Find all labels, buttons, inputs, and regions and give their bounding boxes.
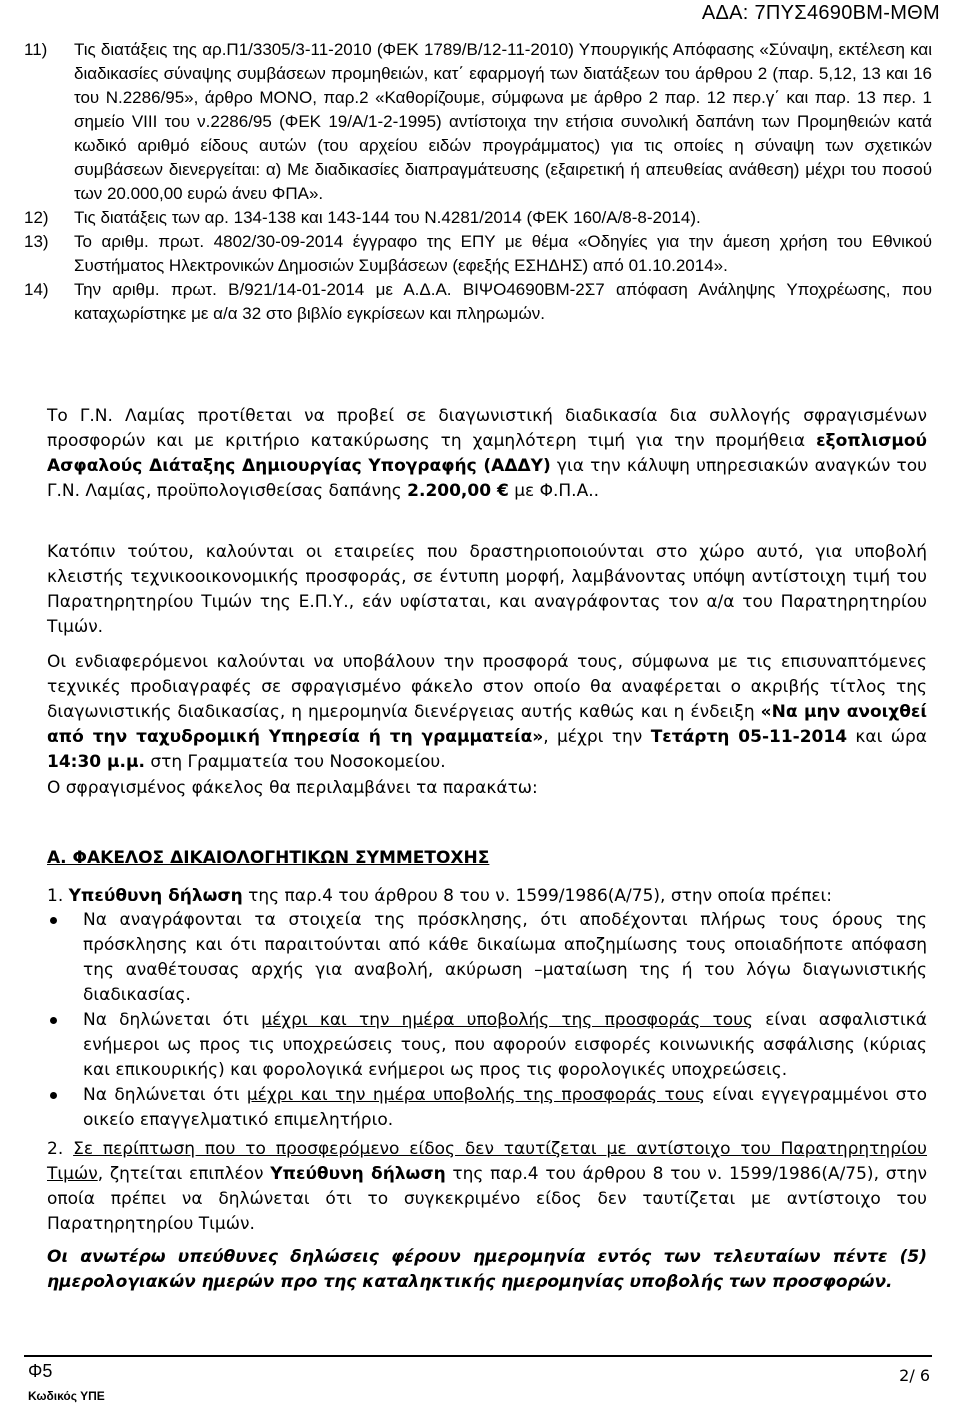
bullet-icon <box>47 1083 83 1133</box>
list-text: Τις διατάξεις της αρ.Π1/3305/3-11-2010 (ΦΕΚ 1789/Β/12-11-2010) Υπουργικής Απόφασης «Σύναψη, εκτέλεση και διαδικασίες σύναψης συμβάσεων προμηθειών, κατ΄ εφαρμογή των διατάξεων του άρθρου 2 (παρ. 5,12, 13 και 16 του Ν.2286/95», άρθρο ΜΟΝΟ, παρ.2 «Καθορίζουμε, σύμφωνα με άρθρο 2 παρ. 12 περ.γ΄ και παρ. 13 περ. 1 σημείο VIII του ν.2286/95 (ΦΕΚ 19/Α/1-2-1995) αντίστοιχα την ετήσια συνολική δαπάνη των Προμηθειών κατά κωδικό αριθμό είδους αυτών (του αρχείου ειδών προγράμματος) για τις οποίες η σύναψη των σχετικών συμβάσεων διενεργείται: α) Με διαδικασίες διαπραγμάτευσης (εξαιρετική ή απευθείας ανάθεση) μέχρι του ποσού των 20.000,00 ευρώ άνευ ΦΠΑ». <box>74 40 932 203</box>
bullet-text <box>83 1083 927 1133</box>
envelope-marking: «Να μην ανοιχθεί από την ταχυδρομική Υπηρεσία ή τη γραμματεία» <box>47 702 927 747</box>
bullet-icon <box>47 908 83 1008</box>
text-span: Να δηλώνεται ότι <box>83 1010 262 1030</box>
bullet-text: Να αναγράφονται τα στοιχεία της πρόσκλησης, ότι αποδέχονται πλήρως τους όρους της πρόσκλησης και ότι παραιτούνται από κάθε δικαίωμα αποζημίωσης τους οποιαδήποτε απόφαση της αναθέτουσας αρχής για αναβολή, ακύρωση –ματαίωση της ή του λόγω διαγωνιστικής διαδικασίας. <box>83 910 927 1005</box>
ada-code: ΑΔΑ: 7ΠΥΣ4690ΒΜ-ΜΘΜ <box>701 2 940 24</box>
budget-amount: 2.200,00 € <box>407 481 509 501</box>
footer-label: Κωδικός ΥΠΕ <box>28 1389 105 1403</box>
item-number: 1. <box>47 886 69 906</box>
item-text: της παρ.4 του άρθρου 8 του ν. 1599/1986(Α/75), στην οποία πρέπει: <box>242 886 833 906</box>
text-span: με Φ.Π.Α.. <box>508 481 600 501</box>
paragraph-text: Κατόπιν τούτου, καλούνται οι εταιρείες που δραστηριοποιούνται στο χώρο αυτό, για υποβολή κλειστής τεχνικοοικονομικής προσφοράς, σε έντυπη μορφή, λαμβάνοντας υπόψη αντίστοιχη τιμή του Παρατηρητηρίου Τιμών της Ε.Π.Υ., εάν υφίσταται, και αναγράφοντας τον α/α του Παρατηρητηρίου Τιμών. <box>47 542 927 637</box>
list-text: Την αριθμ. πρωτ. Β/921/14-01-2014 με Α.Δ.Α. ΒΙΨΟ4690ΒΜ-2Σ7 απόφαση Ανάληψης Υποχρέωσης, που καταχωρίστηκε με α/α 32 στο βιβλίο εγκρίσεων και πληρωμών. <box>74 280 932 323</box>
deadline-time: 14:30 μ.μ. <box>47 752 145 772</box>
requirement-item-1 <box>47 884 927 909</box>
deadline-date: Τετάρτη 05-11-2014 <box>650 727 848 747</box>
item-bold-text: Υπεύθυνη δήλωση <box>270 1164 446 1184</box>
text-span: στη Γραμματεία του Νοσοκομείου. <box>144 752 446 772</box>
bullet-item <box>47 1008 927 1083</box>
list-item <box>24 38 932 206</box>
procurement-subject: εξοπλισμού Ασφαλούς Διάταξης Δημιουργίας Υπογραφής (ΑΔΔΥ) <box>47 431 927 476</box>
legal-basis-list <box>24 38 932 326</box>
list-number: 14) <box>24 280 49 299</box>
text-span: Να δηλώνεται ότι <box>83 1085 247 1105</box>
footer-divider <box>24 1355 932 1357</box>
paragraph-text: Ο σφραγισμένος φάκελος θα περιλαμβάνει τα παρακάτω: <box>47 778 538 798</box>
footer-code: Φ5 <box>28 1361 53 1381</box>
envelope-contents-paragraph <box>47 776 927 801</box>
list-number: 11) <box>24 40 48 59</box>
list-number: 13) <box>24 232 49 251</box>
text-span: είναι ασφαλιστικά ενήμεροι ως προς τις υποχρεώσεις τους, που αφορούν εισφορές κοινωνικής ασφάλισης (κύριας και επικουρικής) και φορολογικά ενήμεροι ως προς τις φορολογικές υποχρεώσεις. <box>83 1010 928 1080</box>
section-a-heading: Α. ΦΑΚΕΛΟΣ ΔΙΚΑΙΟΛΟΓΗΤΙΚΩΝ ΣΥΜΜΕΤΟΧΗΣ <box>47 848 490 868</box>
list-item <box>24 206 932 230</box>
text-span: Οι ενδιαφερόμενοι καλούνται να υποβάλουν την προσφορά τους, σύμφωνα με τις επισυναπτόμενες τεχνικές προδιαγραφές σε σφραγισμένο φάκελο στον οποίο θα αναφέρεται ο ακριβής τίτλος της διαγωνιστικής διαδικασίας, η ημερομηνία διενέργειας αυτής καθώς και η ένδειξη <box>47 652 927 722</box>
underlined-text: μέχρι και την ημέρα υποβολής της προσφοράς τους <box>261 1010 754 1030</box>
text-span: για την κάλυψη υπηρεσιακών αναγκών του Γ.Ν. Λαμίας, προϋπολογισθείσας δαπάνης <box>47 456 927 501</box>
text-span: και ώρα <box>847 727 927 747</box>
invitation-paragraph <box>47 540 927 640</box>
page-number: 2/ 6 <box>899 1366 930 1385</box>
text-span: της παρ.4 του άρθρου 8 του ν. 1599/1986(Α/75), στην οποία πρέπει να δηλώνεται ότι το συγκεκριμένο είδος δεν ταυτίζεται με αντίστοιχο του Παρατηρητηρίου Τιμών. <box>47 1164 927 1234</box>
list-item <box>24 230 932 278</box>
text-span: , μέχρι την <box>543 727 651 747</box>
list-number: 12) <box>24 208 49 227</box>
declaration-bullets <box>47 908 927 1133</box>
text-span: , ζητείται επιπλέον <box>97 1164 271 1184</box>
list-text: Το αριθμ. πρωτ. 4802/30-09-2014 έγγραφο της ΕΠΥ με θέμα «Οδηγίες για την άμεση χρήση του Εθνικού Συστήματος Ηλεκτρονικών Δημοσιών Συμβάσεων (εφεξής ΕΣΗΔΗΣ) από 01.10.2014». <box>74 232 932 275</box>
submission-paragraph <box>47 650 927 775</box>
closing-note: Οι ανωτέρω υπεύθυνες δηλώσεις φέρουν ημερομηνία εντός των τελευταίων πέντε (5) ημερολογιακών ημερών προ της καταληκτικής ημερομηνίας υποβολής των προσφορών. <box>47 1247 927 1292</box>
procurement-intro-paragraph <box>47 404 927 504</box>
underlined-text: Σε περίπτωση που το προσφερόμενο είδος δεν ταυτίζεται με αντίστοιχο του Παρατηρητηρίου Τιμών <box>47 1139 927 1184</box>
list-item <box>24 278 932 326</box>
underlined-text: μέχρι και την ημέρα υποβολής της προσφοράς τους <box>246 1085 705 1105</box>
item-number: 2. <box>47 1139 74 1159</box>
bullet-item <box>47 1083 927 1133</box>
text-span: είναι εγγεγραμμένοι στο οικείο επαγγελματικό επιμελητήριο. <box>83 1085 927 1130</box>
bullet-item <box>47 908 927 1008</box>
requirement-item-2 <box>47 1137 927 1237</box>
text-span: Το Γ.Ν. Λαμίας προτίθεται να προβεί σε διαγωνιστική διαδικασία δια συλλογής σφραγισμένων προσφορών και με κριτήριο κατακύρωσης τη χαμηλότερη τιμή για την προμήθεια <box>47 406 927 451</box>
list-text: Τις διατάξεις των αρ. 134-138 και 143-144 του Ν.4281/2014 (ΦΕΚ 160/Α/8-8-2014). <box>74 208 701 227</box>
bullet-icon <box>47 1008 83 1083</box>
item-bold-text: Υπεύθυνη δήλωση <box>68 886 243 906</box>
bullet-text <box>83 1008 927 1083</box>
